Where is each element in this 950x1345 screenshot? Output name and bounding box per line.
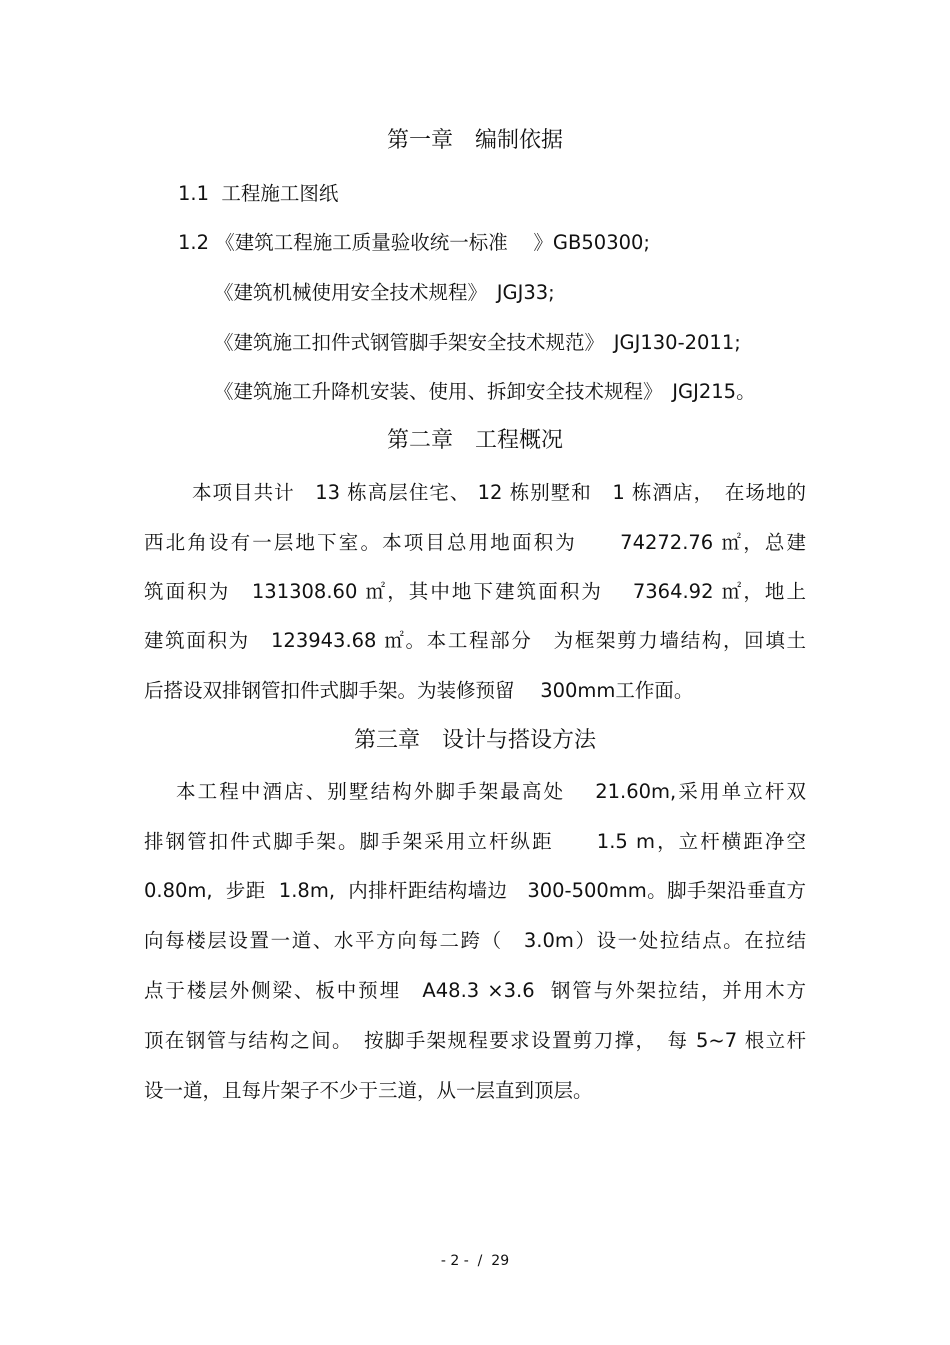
chapter1-item-2: 1.2 《建筑工程施工质量验收统一标准 》GB50300; (178, 231, 650, 254)
page-number: - 2 - / 29 (440, 1253, 510, 1269)
chapter3-line-1: 本工程中酒店、别墅结构外脚手架最高处 21.60m,采用单立杆双 (176, 780, 806, 803)
chapter3-line-5: 点于楼层外侧梁、板中预埋 A48.3 ×3.6 钢管与外架拉结，并用木方 (144, 979, 806, 1002)
chapter1-item-4: 《建筑施工扣件式钢管脚手架安全技术规范》 JGJ130-2011; (214, 331, 741, 354)
chapter3-line-7: 设一道，且每片架子不少于三道，从一层直到顶层。 (144, 1079, 593, 1102)
chapter3-line-6: 顶在钢管与结构之间。 按脚手架规程要求设置剪刀撑， 每 5~7 根立杆 (144, 1029, 806, 1052)
chapter3-line-4: 向每楼层设置一道、水平方向每二跨（ 3.0m）设一处拉结点。在拉结 (144, 929, 806, 952)
chapter2-line-4: 建筑面积为 123943.68 ㎡。本工程部分 为框架剪力墙结构，回填土 (144, 629, 806, 652)
chapter1-item-5: 《建筑施工升降机安装、使用、拆卸安全技术规程》 JGJ215。 (214, 380, 756, 403)
chapter2-line-3: 筑面积为 131308.60 ㎡，其中地下建筑面积为 7364.92 ㎡，地上 (144, 580, 806, 603)
chapter2-line-2: 西北角设有一层地下室。本项目总用地面积为 74272.76 ㎡，总建 (144, 531, 806, 554)
chapter2-title: 第二章 工程概况 (386, 428, 563, 453)
chapter2-line-5: 后搭设双排钢管扣件式脚手架。为装修预留 300mm工作面。 (144, 679, 694, 702)
chapter2-line-1: 本项目共计 13 栋高层住宅、 12 栋别墅和 1 栋酒店， 在场地的 (192, 481, 806, 504)
chapter1-item-3: 《建筑机械使用安全技术规程》 JGJ33; (214, 281, 555, 304)
chapter3-title: 第三章 设计与搭设方法 (353, 728, 596, 753)
chapter3-line-2: 排钢管扣件式脚手架。脚手架采用立杆纵距 1.5 m，立杆横距净空 (144, 830, 806, 853)
chapter1-item-1: 1.1 工程施工图纸 (178, 182, 339, 205)
chapter3-line-3: 0.80m, 步距 1.8m, 内排杆距结构墙边 300-500mm。脚手架沿垂直方 (144, 879, 806, 902)
chapter1-title: 第一章 编制依据 (386, 128, 563, 153)
